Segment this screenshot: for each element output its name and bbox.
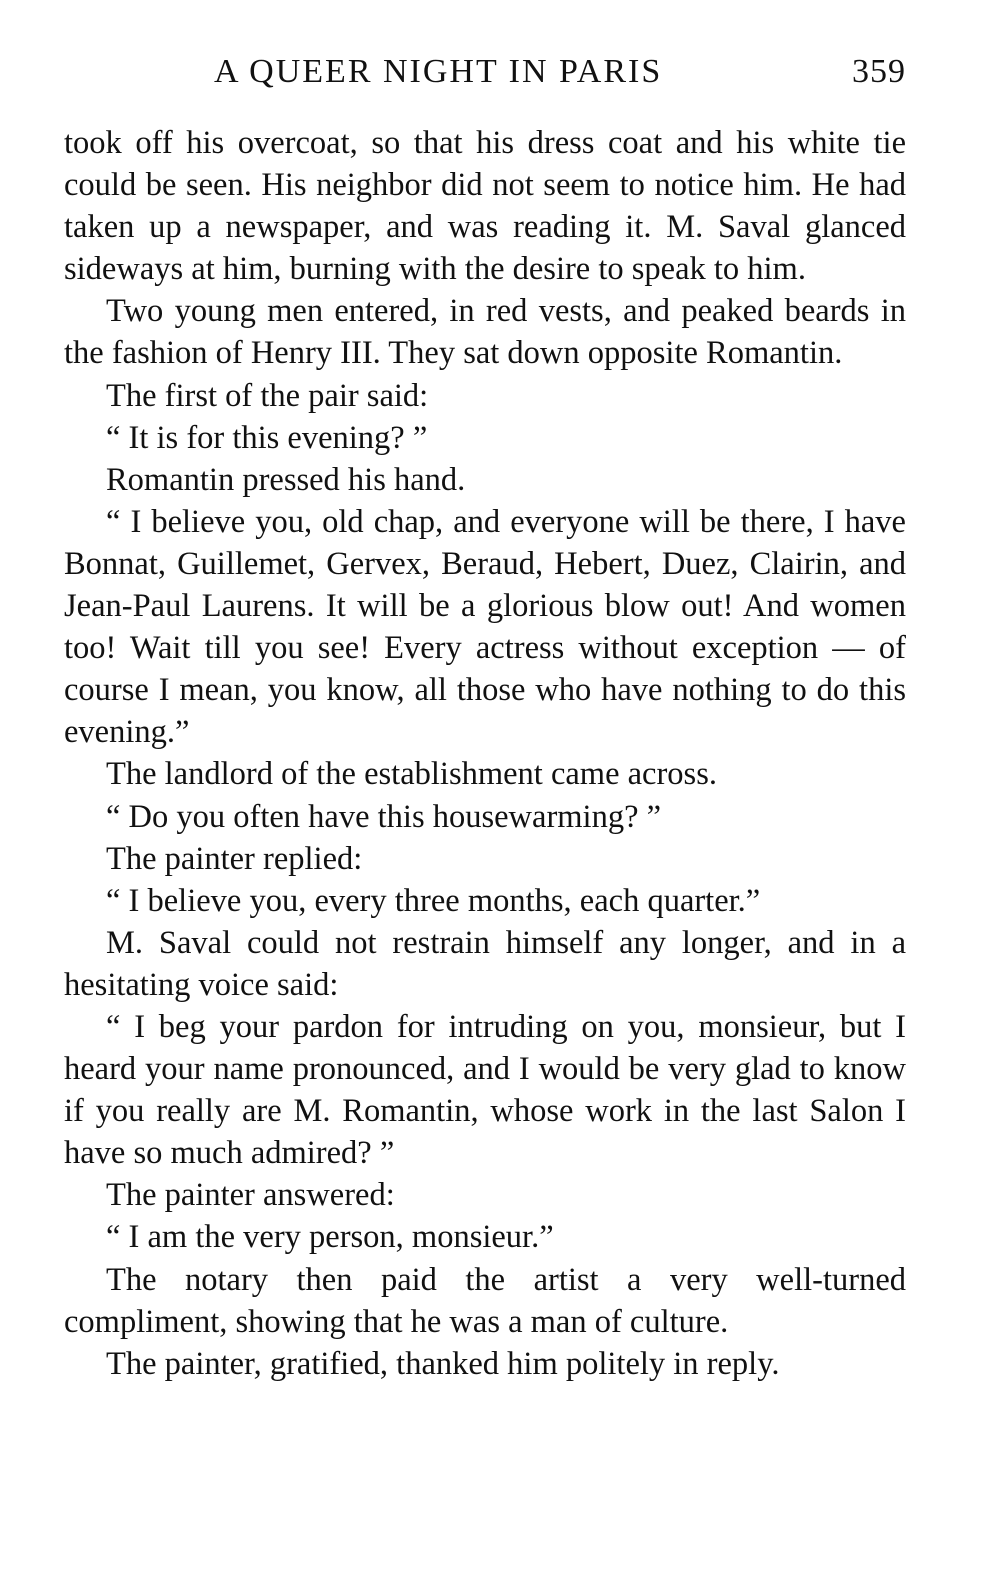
- paragraph: Romantin pressed his hand.: [106, 461, 466, 498]
- body-text: [64, 122, 906, 1385]
- running-head: [64, 50, 906, 94]
- paragraph: “ I believe you, every three months, each quarter.”: [106, 882, 761, 919]
- page-number: 359: [852, 53, 906, 90]
- paragraph: The landlord of the establishment came across.: [106, 756, 717, 793]
- paragraph: “ I beg your pardon for intruding on you, monsieur, but I heard your name pronounced, and I would be very glad to know if you really are M. Romantin, whose work in the last Salon I have so much admired? ”: [64, 1008, 906, 1172]
- paragraph: The painter answered:: [106, 1177, 395, 1214]
- paragraph: “ Do you often have this housewarming? ”: [106, 798, 662, 835]
- paragraph: “ I am the very person, monsieur.”: [106, 1219, 554, 1256]
- paragraph: took off his overcoat, so that his dress coat and his white tie could be seen. His neighbor did not seem to notice him. He had taken up a newspaper, and was reading it. M. Saval glanced sideways at him, burning with the desire to speak to him.: [64, 125, 906, 288]
- paragraph: The notary then paid the artist a very well-turned compliment, showing that he was a man of culture.: [64, 1261, 906, 1340]
- paragraph: The painter, gratified, thanked him politely in reply.: [106, 1345, 780, 1382]
- paragraph: Two young men entered, in red vests, and peaked beards in the fashion of Henry III. They sat down opposite Romantin.: [64, 293, 906, 372]
- paragraph: M. Saval could not restrain himself any longer, and in a hesitating voice said:: [64, 924, 906, 1003]
- paragraph: “ I believe you, old chap, and everyone will be there, I have Bonnat, Guillemet, Gervex, Beraud, Hebert, Duez, Clairin, and Jean-Paul Laurens. It will be a glorious blow out! And women too! Wait till you see! Every actress without exception — of course I mean, you know, all those who have nothing to do this evening.”: [64, 503, 906, 751]
- paragraph: The painter replied:: [106, 840, 363, 877]
- paragraph: The first of the pair said:: [106, 377, 429, 414]
- paragraph: “ It is for this evening? ”: [106, 419, 428, 456]
- running-title: A QUEER NIGHT IN PARIS: [214, 53, 663, 90]
